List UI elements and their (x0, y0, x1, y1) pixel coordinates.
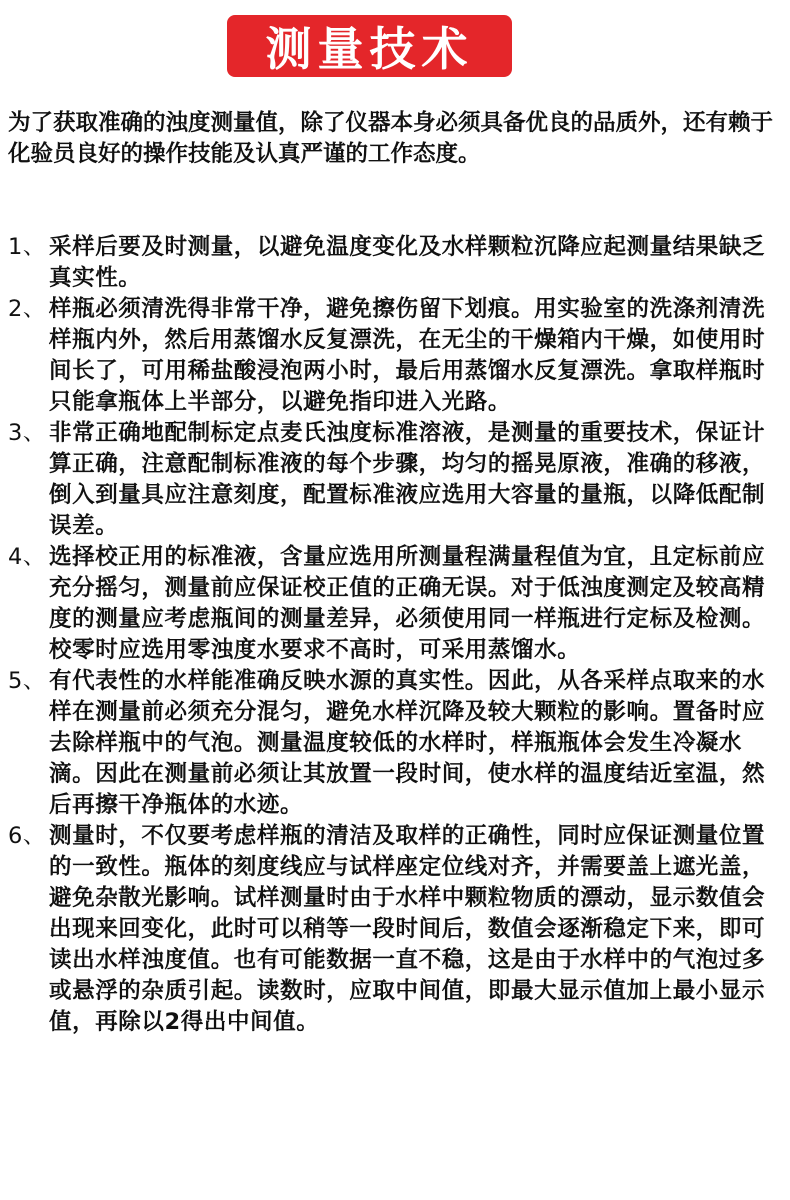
list-item-text: 有代表性的水样能准确反映水源的真实性。因此，从各采样点取来的水样在测量前必须充分混匀，避免水样沉降及较大颗粒的影响。置备时应去除样瓶中的气泡。测量温度较低的水样时，样瓶瓶体会发生冷凝水滴。因此在测量前必须让其放置一段时间，使水样的温度结近室温，然后再擦干净瓶体的水迹。 (49, 668, 766, 818)
intro-paragraph: 为了获取准确的浊度测量值，除了仪器本身必须具备优良的品质外，还有赖于化验员良好的操作技能及认真严谨的工作态度。 (8, 110, 774, 167)
list-item-number: 3、 (8, 420, 47, 446)
list-item-number: 1、 (8, 234, 47, 260)
title-banner (227, 15, 512, 77)
list-item-number: 5、 (8, 668, 47, 694)
list-item (8, 542, 780, 666)
list-item-text: 选择校正用的标准液，含量应选用所测量程满量程值为宜，且定标前应充分摇匀，测量前应保证校正值的正确无误。对于低浊度测定及较高精度的测量应考虑瓶间的测量差异，必须使用同一样瓶进行定标及检测。校零时应选用零浊度水要求不高时，可采用蒸馏水。 (49, 544, 766, 663)
measurement-tips-list (8, 232, 780, 1038)
list-item (8, 418, 780, 542)
list-item-text: 样瓶必须清洗得非常干净，避免擦伤留下划痕。用实验室的洗涤剂清洗样瓶内外，然后用蒸馏水反复漂洗，在无尘的干燥箱内干燥，如使用时间长了，可用稀盐酸浸泡两小时，最后用蒸馏水反复漂洗。拿取样瓶时只能拿瓶体上半部分，以避免指印进入光路。 (49, 296, 766, 415)
list-item (8, 666, 780, 821)
list-item-number: 4、 (8, 544, 47, 570)
list-item-text: 非常正确地配制标定点麦氏浊度标准溶液，是测量的重要技术，保证计算正确，注意配制标准液的每个步骤，均匀的摇晃原液，准确的移液，倒入到量具应注意刻度，配置标准液应选用大容量的量瓶，以降低配制误差。 (49, 420, 766, 539)
list-item (8, 294, 780, 418)
list-item-number: 6、 (8, 823, 47, 849)
list-item (8, 232, 780, 294)
list-item-text: 采样后要及时测量，以避免温度变化及水样颗粒沉降应起测量结果缺乏真实性。 (49, 234, 766, 291)
list-item-number: 2、 (8, 296, 47, 322)
page-title: 测量技术 (265, 22, 474, 76)
list-item-text: 测量时，不仅要考虑样瓶的清洁及取样的正确性，同时应保证测量位置的一致性。瓶体的刻度线应与试样座定位线对齐，并需要盖上遮光盖，避免杂散光影响。试样测量时由于水样中颗粒物质的漂动，显示数值会出现来回变化，此时可以稍等一段时间后，数值会逐渐稳定下来，即可读出水样浊度值。也有可能数据一直不稳，这是由于水样中的气泡过多或悬浮的杂质引起。读数时，应取中间值，即最大显示值加上最小显示值，再除以2得出中间值。 (49, 823, 766, 1035)
list-item (8, 821, 780, 1038)
